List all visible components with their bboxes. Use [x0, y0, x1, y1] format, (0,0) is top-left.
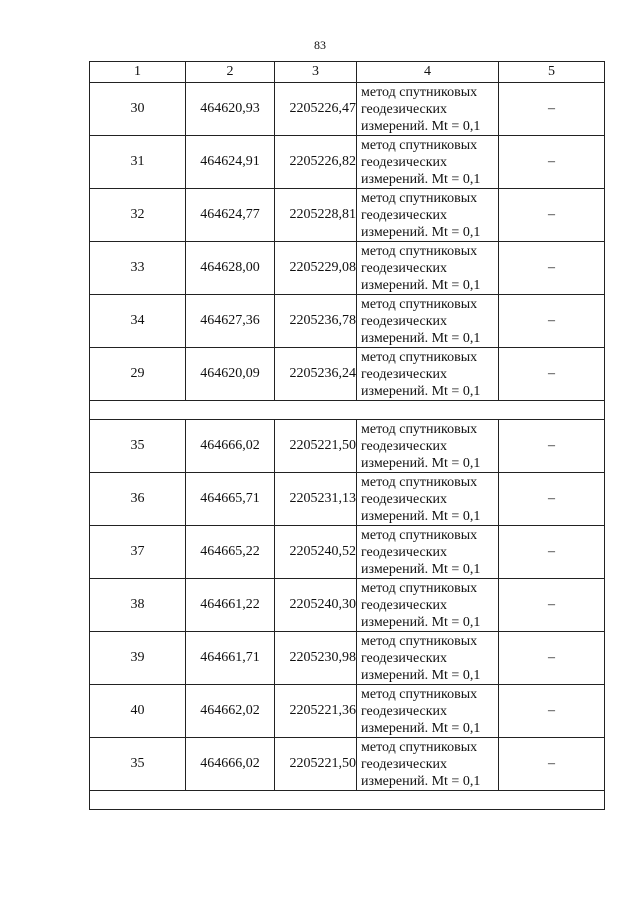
- y-coordinate-cell: 2205226,47: [275, 83, 357, 136]
- method-cell: [357, 685, 499, 738]
- method-text-line: метод спутниковых: [361, 296, 478, 312]
- table-row: [90, 189, 605, 242]
- y-coordinate-cell: 2205226,82: [275, 136, 357, 189]
- x-coordinate-cell: 464620,93: [186, 83, 275, 136]
- y-coordinate-cell: 2205221,36: [275, 685, 357, 738]
- header-cell: 2: [186, 62, 275, 83]
- x-coordinate-cell: 464666,02: [186, 738, 275, 791]
- y-coordinate-cell: 2205236,24: [275, 348, 357, 401]
- accuracy-dash-cell: –: [499, 189, 605, 242]
- method-text-line: метод спутниковых: [361, 137, 478, 153]
- accuracy-dash-cell: –: [499, 348, 605, 401]
- method-text-line: метод спутниковых: [361, 243, 478, 259]
- method-text-line: метод спутниковых: [361, 84, 478, 100]
- accuracy-dash-cell: –: [499, 242, 605, 295]
- header-cell: 4: [357, 62, 499, 83]
- x-coordinate-cell: 464665,71: [186, 473, 275, 526]
- accuracy-dash-cell: –: [499, 579, 605, 632]
- method-text-line: измерений. Mt = 0,1: [361, 383, 481, 399]
- y-coordinate-cell: 2205236,78: [275, 295, 357, 348]
- table-header-row: [90, 62, 605, 83]
- method-text-line: метод спутниковых: [361, 633, 478, 649]
- accuracy-dash-cell: –: [499, 526, 605, 579]
- method-cell: [357, 579, 499, 632]
- table-row: [90, 295, 605, 348]
- method-cell: [357, 242, 499, 295]
- table-row: [90, 83, 605, 136]
- table-row: [90, 685, 605, 738]
- method-cell: [357, 189, 499, 242]
- method-text-line: метод спутниковых: [361, 739, 478, 755]
- x-coordinate-cell: 464627,36: [186, 295, 275, 348]
- point-number-cell: 32: [90, 189, 186, 242]
- table-row: [90, 136, 605, 189]
- point-number-cell: 39: [90, 632, 186, 685]
- point-number-cell: 35: [90, 738, 186, 791]
- method-cell: [357, 473, 499, 526]
- method-text-line: измерений. Mt = 0,1: [361, 330, 481, 346]
- separator-row: [90, 401, 605, 420]
- header-cell: 1: [90, 62, 186, 83]
- method-cell: [357, 83, 499, 136]
- point-number-cell: 34: [90, 295, 186, 348]
- method-text-line: метод спутниковых: [361, 527, 478, 543]
- y-coordinate-cell: 2205221,50: [275, 738, 357, 791]
- method-text-line: метод спутниковых: [361, 190, 478, 206]
- method-text-line: измерений. Mt = 0,1: [361, 118, 481, 134]
- point-number-cell: 33: [90, 242, 186, 295]
- method-text-line: геодезических: [361, 366, 448, 382]
- header-cell: 5: [499, 62, 605, 83]
- method-text-line: измерений. Mt = 0,1: [361, 773, 481, 789]
- y-coordinate-cell: 2205229,08: [275, 242, 357, 295]
- method-text-line: геодезических: [361, 703, 448, 719]
- method-text-line: метод спутниковых: [361, 686, 478, 702]
- point-number-cell: 31: [90, 136, 186, 189]
- accuracy-dash-cell: –: [499, 420, 605, 473]
- method-text-line: измерений. Mt = 0,1: [361, 508, 481, 524]
- table-row: [90, 526, 605, 579]
- method-text-line: геодезических: [361, 491, 448, 507]
- method-text-line: метод спутниковых: [361, 474, 478, 490]
- x-coordinate-cell: 464661,22: [186, 579, 275, 632]
- table-row: [90, 632, 605, 685]
- method-text-line: геодезических: [361, 597, 448, 613]
- coordinates-table: [89, 61, 605, 810]
- y-coordinate-cell: 2205240,30: [275, 579, 357, 632]
- method-text-line: измерений. Mt = 0,1: [361, 614, 481, 630]
- x-coordinate-cell: 464624,91: [186, 136, 275, 189]
- y-coordinate-cell: 2205230,98: [275, 632, 357, 685]
- method-text-line: геодезических: [361, 544, 448, 560]
- method-cell: [357, 526, 499, 579]
- method-cell: [357, 348, 499, 401]
- point-number-cell: 38: [90, 579, 186, 632]
- method-text-line: измерений. Mt = 0,1: [361, 455, 481, 471]
- method-text-line: метод спутниковых: [361, 349, 478, 365]
- point-number-cell: 37: [90, 526, 186, 579]
- x-coordinate-cell: 464624,77: [186, 189, 275, 242]
- table-row: [90, 473, 605, 526]
- accuracy-dash-cell: –: [499, 83, 605, 136]
- method-text-line: геодезических: [361, 154, 448, 170]
- point-number-cell: 30: [90, 83, 186, 136]
- table-row: [90, 348, 605, 401]
- x-coordinate-cell: 464665,22: [186, 526, 275, 579]
- method-cell: [357, 420, 499, 473]
- method-cell: [357, 136, 499, 189]
- method-cell: [357, 738, 499, 791]
- accuracy-dash-cell: –: [499, 136, 605, 189]
- y-coordinate-cell: 2205231,13: [275, 473, 357, 526]
- method-cell: [357, 295, 499, 348]
- table-row: [90, 242, 605, 295]
- method-cell: [357, 632, 499, 685]
- method-text-line: геодезических: [361, 207, 448, 223]
- x-coordinate-cell: 464620,09: [186, 348, 275, 401]
- y-coordinate-cell: 2205221,50: [275, 420, 357, 473]
- point-number-cell: 40: [90, 685, 186, 738]
- header-cell: 3: [275, 62, 357, 83]
- table-row: [90, 579, 605, 632]
- method-text-line: измерений. Mt = 0,1: [361, 224, 481, 240]
- point-number-cell: 36: [90, 473, 186, 526]
- page-number: 83: [314, 38, 326, 52]
- method-text-line: геодезических: [361, 650, 448, 666]
- accuracy-dash-cell: –: [499, 685, 605, 738]
- x-coordinate-cell: 464666,02: [186, 420, 275, 473]
- separator-cell: [90, 401, 605, 420]
- x-coordinate-cell: 464628,00: [186, 242, 275, 295]
- x-coordinate-cell: 464661,71: [186, 632, 275, 685]
- method-text-line: измерений. Mt = 0,1: [361, 561, 481, 577]
- accuracy-dash-cell: –: [499, 632, 605, 685]
- accuracy-dash-cell: –: [499, 738, 605, 791]
- method-text-line: измерений. Mt = 0,1: [361, 720, 481, 736]
- method-text-line: геодезических: [361, 260, 448, 276]
- separator-cell: [90, 791, 605, 810]
- y-coordinate-cell: 2205240,52: [275, 526, 357, 579]
- table-row: [90, 420, 605, 473]
- point-number-cell: 29: [90, 348, 186, 401]
- point-number-cell: 35: [90, 420, 186, 473]
- method-text-line: геодезических: [361, 101, 448, 117]
- method-text-line: метод спутниковых: [361, 421, 478, 437]
- x-coordinate-cell: 464662,02: [186, 685, 275, 738]
- method-text-line: геодезических: [361, 313, 448, 329]
- separator-row: [90, 791, 605, 810]
- method-text-line: измерений. Mt = 0,1: [361, 171, 481, 187]
- accuracy-dash-cell: –: [499, 295, 605, 348]
- method-text-line: измерений. Mt = 0,1: [361, 277, 481, 293]
- method-text-line: геодезических: [361, 756, 448, 772]
- table-body: [90, 83, 605, 810]
- method-text-line: метод спутниковых: [361, 580, 478, 596]
- method-text-line: геодезических: [361, 438, 448, 454]
- y-coordinate-cell: 2205228,81: [275, 189, 357, 242]
- table-row: [90, 738, 605, 791]
- method-text-line: измерений. Mt = 0,1: [361, 667, 481, 683]
- accuracy-dash-cell: –: [499, 473, 605, 526]
